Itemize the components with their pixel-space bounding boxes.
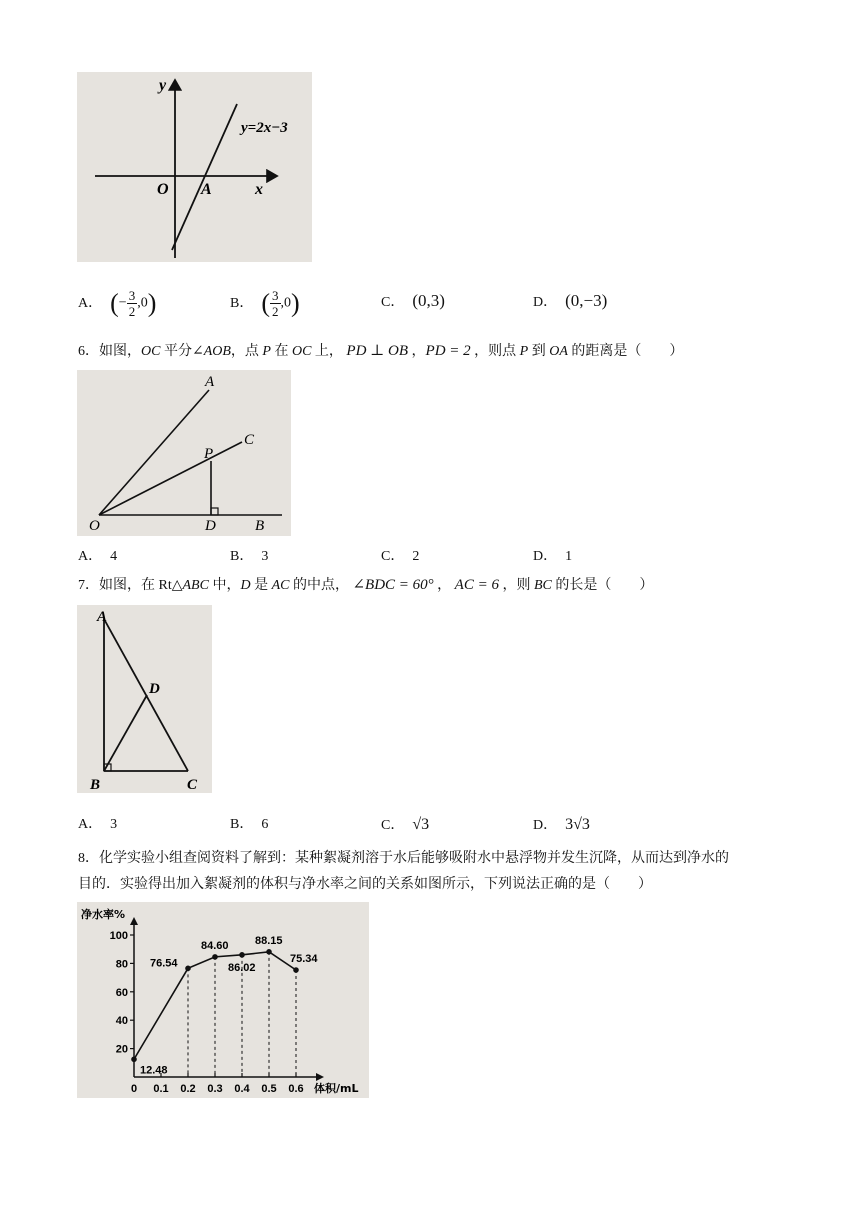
label-c: C xyxy=(187,777,198,793)
option-value: 4 xyxy=(110,549,118,564)
label-d: D xyxy=(205,518,216,534)
stem-text: 7．如图，在 Rt△ xyxy=(78,578,183,593)
x-tick-label: 0.6 xyxy=(288,1083,304,1095)
stem-var: P xyxy=(519,344,529,359)
stem-text: ，点 xyxy=(230,344,263,359)
q5-option-b: B． ( $\frac{3}{2}$ ,0) xyxy=(230,288,300,319)
stem-text: ，则 xyxy=(498,578,534,593)
data-label: 76.54 xyxy=(150,957,178,970)
option-tail: ,0 xyxy=(280,295,292,311)
data-label: 84.60 xyxy=(201,939,229,952)
data-label: 12.48 xyxy=(140,1064,168,1077)
q6-option-c xyxy=(381,546,419,568)
fraction-denominator: 2 xyxy=(272,304,279,319)
option-label: D． xyxy=(533,295,558,310)
stem-text: 的长是（ ） xyxy=(551,578,654,593)
stem-var: AOB xyxy=(203,344,231,359)
option-sign: − xyxy=(118,295,127,311)
option-label: B． xyxy=(230,295,254,311)
data-label: 86.02 xyxy=(228,961,256,974)
fraction xyxy=(270,288,281,319)
y-axis-arrow xyxy=(130,917,138,925)
stem-var: OC xyxy=(291,344,312,359)
y-axis-label: y xyxy=(159,77,167,94)
q6-option-d xyxy=(533,546,572,568)
label-a: A xyxy=(97,609,108,625)
stem-var: BC xyxy=(533,578,552,593)
fraction-denominator: 2 xyxy=(128,304,136,319)
q7-option-d xyxy=(533,814,590,837)
x-axis-label: x xyxy=(255,181,263,198)
y-tick-label: 80 xyxy=(115,958,128,971)
data-point xyxy=(212,954,218,960)
stem-math: AC = 6 xyxy=(454,577,499,593)
stem-text: 6．如图， xyxy=(78,344,141,359)
option-value: (0,3) xyxy=(412,291,445,310)
option-tail: ,0 xyxy=(137,295,148,311)
fraction xyxy=(127,288,138,319)
stem-math: ∠BDC = 60° xyxy=(352,577,434,593)
label-d: D xyxy=(149,681,160,697)
stem-text: 平分∠ xyxy=(160,344,204,359)
stem-var: OA xyxy=(549,344,568,359)
option-value: 6 xyxy=(261,817,269,832)
option-value: 3√3 xyxy=(565,816,590,833)
y-tick-label: 60 xyxy=(115,986,128,999)
stem-text: 在 xyxy=(270,344,292,359)
stem-var: ABC xyxy=(182,578,209,593)
stem-var: AC xyxy=(271,578,290,593)
stem-var: P xyxy=(262,344,271,359)
segment-bd xyxy=(104,695,147,771)
q5-graph-figure xyxy=(77,72,312,262)
q5-option-a: A． (− $\frac{3}{2}$ ,0) xyxy=(78,288,157,319)
option-label: C． xyxy=(381,295,405,310)
point-a-label: A xyxy=(201,181,212,198)
stem-math: PD = 2 xyxy=(425,343,471,359)
q6-option-a xyxy=(78,546,117,568)
stem-text: ， xyxy=(433,578,455,593)
q7-option-a xyxy=(78,814,117,836)
q5-option-d xyxy=(533,290,607,314)
right-angle-mark xyxy=(211,508,218,515)
q7-option-c xyxy=(381,814,429,837)
fraction-numerator: 3 xyxy=(128,288,136,303)
x-axis-arrow xyxy=(316,1073,324,1081)
stem-text: 中， xyxy=(208,578,241,593)
q6-option-b xyxy=(230,546,268,568)
data-point xyxy=(266,949,272,955)
y-tick-label: 40 xyxy=(115,1015,128,1028)
function-line xyxy=(172,104,237,250)
stem-var: OC xyxy=(141,344,161,359)
origin-label: O xyxy=(157,181,169,198)
option-value: √3 xyxy=(412,816,430,833)
option-value: 3 xyxy=(110,817,118,832)
option-value: 1 xyxy=(565,549,573,564)
stem-math: PD ⊥ OB xyxy=(346,343,409,359)
q8-line-chart xyxy=(77,902,369,1098)
function-label: y=2x−3 xyxy=(241,120,288,136)
data-point xyxy=(239,952,245,958)
option-label: C． xyxy=(381,818,405,833)
data-point xyxy=(131,1056,137,1062)
data-point xyxy=(293,967,299,973)
option-value: 2 xyxy=(412,549,420,564)
option-value: (0,−3) xyxy=(565,291,608,310)
x-tick-label: 0.3 xyxy=(207,1083,223,1095)
y-tick-label: 20 xyxy=(115,1043,128,1056)
option-label: D． xyxy=(533,549,558,564)
q7-stem xyxy=(78,572,653,599)
x-tick-label: 0.2 xyxy=(180,1083,196,1095)
x-axis-label: 体积/mL xyxy=(314,1082,359,1095)
x-tick-label: 0.4 xyxy=(234,1083,250,1095)
q8-chart-figure xyxy=(77,902,369,1098)
data-point xyxy=(185,966,191,972)
stem-text: 的距离是（ ） xyxy=(567,344,684,359)
y-axis-label: 净水率% xyxy=(81,908,126,921)
option-label: A． xyxy=(78,295,103,311)
option-label: B． xyxy=(230,817,254,832)
x-tick-label: 0.1 xyxy=(153,1083,169,1095)
data-label: 88.15 xyxy=(255,934,283,947)
data-label: 75.34 xyxy=(290,953,318,966)
option-label: A． xyxy=(78,817,103,832)
q5-graph-svg xyxy=(77,72,312,262)
q6-angle-figure xyxy=(77,370,291,536)
x-tick-label: 0 xyxy=(130,1083,138,1095)
q5-option-c xyxy=(381,290,445,314)
q7-figure-svg xyxy=(77,605,212,793)
stem-var: D xyxy=(240,578,251,593)
stem-text: 上， xyxy=(311,344,347,359)
label-a: A xyxy=(205,374,215,390)
fraction-numerator: 3 xyxy=(272,288,279,303)
q8-stem-line-1: 8．化学实验小组查阅资料了解到：某种絮凝剂溶于水后能够吸附水中悬浮物并发生沉降，从而达到净水的 xyxy=(78,851,729,866)
stem-text: ，则点 xyxy=(470,344,520,359)
label-c: C xyxy=(244,432,255,448)
q7-option-b xyxy=(230,814,268,836)
stem-text: 的中点， xyxy=(289,578,353,593)
label-o: O xyxy=(89,518,100,534)
option-value: 3 xyxy=(261,549,269,564)
label-b: B xyxy=(255,518,265,534)
q6-figure-svg xyxy=(77,370,291,536)
option-label: C． xyxy=(381,549,405,564)
y-tick-label: 100 xyxy=(109,930,128,942)
x-tick-label: 0.5 xyxy=(261,1083,277,1095)
q8-stem-line-2: 目的．实验得出加入絮凝剂的体积与净水率之间的关系如图所示，下列说法正确的是（ ） xyxy=(78,877,652,892)
label-p: P xyxy=(204,446,214,462)
stem-text: ， xyxy=(408,344,426,359)
option-label: D． xyxy=(533,818,558,833)
ray-oc xyxy=(99,442,242,515)
q7-triangle-figure xyxy=(77,605,212,793)
ray-oa xyxy=(99,390,209,515)
label-b: B xyxy=(90,777,101,793)
stem-text: 是 xyxy=(250,578,272,593)
option-label: A． xyxy=(78,549,103,564)
stem-text: 到 xyxy=(528,344,550,359)
q6-stem xyxy=(78,338,683,365)
option-label: B． xyxy=(230,549,254,564)
